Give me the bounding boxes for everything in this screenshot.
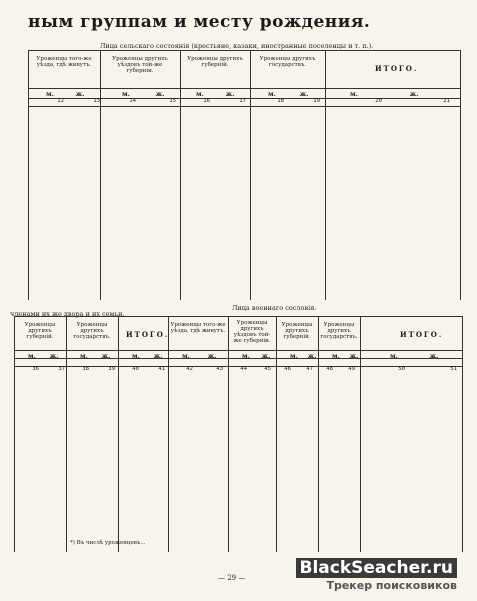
column-number: 42	[186, 366, 193, 372]
sex-label: ж.	[299, 90, 309, 98]
sex-label: ж.	[155, 90, 165, 98]
sex-label: м.	[268, 90, 276, 98]
watermark-logo	[296, 558, 458, 592]
footnote: *) Въ числѣ уроженцевъ...	[70, 540, 146, 546]
group-heading-rural: Лица сельскаго состоянія (крестьяне, казаки, иностранные поселенцы и т. п.).	[100, 42, 374, 50]
page-title: ным группам и месту рождения.	[28, 12, 371, 32]
column-number: 50	[398, 366, 405, 372]
col-header-total: ИТОГО.	[375, 64, 419, 73]
column-number-row	[15, 366, 457, 374]
sex-label: м.	[350, 90, 358, 98]
col-header: Уроженцы того-же уѣзда, гдѣ живутъ.	[36, 56, 92, 68]
col-header: Уроженцы того-же уѣзда, гдѣ живутъ.	[170, 322, 226, 334]
sex-label: ж.	[429, 352, 439, 360]
sex-label: ж.	[225, 90, 235, 98]
column-number: 20	[375, 98, 382, 104]
column-number: 19	[313, 98, 320, 104]
column-number: 12	[57, 98, 64, 104]
column-number: 37	[58, 366, 65, 372]
column-number: 21	[443, 98, 450, 104]
column-number: 36	[32, 366, 39, 372]
column-number: 38	[82, 366, 89, 372]
column-number: 48	[326, 366, 333, 372]
column-number: 40	[132, 366, 139, 372]
sex-label: ж.	[153, 352, 163, 360]
column-number: 15	[169, 98, 176, 104]
column-number-row	[30, 98, 450, 106]
sex-label: м.	[196, 90, 204, 98]
col-header: Уроженцы другихъ губерній.	[187, 56, 243, 68]
column-number: 49	[348, 366, 355, 372]
col-header: Уроженцы другихъ государствъ.	[73, 322, 111, 340]
sex-label: ж.	[349, 352, 359, 360]
sex-label: ж.	[409, 90, 419, 98]
rule	[28, 88, 460, 89]
sex-label: м.	[80, 352, 88, 360]
col-header: Уроженцы другихъ уѣздовъ той-же губерніи.	[233, 320, 271, 344]
col-header-total: ИТОГО.	[400, 330, 444, 339]
sex-label: м.	[290, 352, 298, 360]
col-header: Уроженцы другихъ государствъ.	[259, 56, 316, 68]
group-heading-family: членами их же двора и их семьи.	[10, 310, 125, 318]
watermark-line1: BlackSeacher.ru	[296, 558, 458, 578]
sex-label: м.	[242, 352, 250, 360]
sex-label: м.	[46, 90, 54, 98]
column-number: 16	[203, 98, 210, 104]
column-number: 44	[240, 366, 247, 372]
sex-label: ж.	[101, 352, 111, 360]
sex-label: ж.	[207, 352, 217, 360]
group-heading-military: Лица военнаго сословія.	[232, 304, 317, 312]
col-header: Уроженцы другихъ государствъ.	[320, 322, 358, 340]
sex-label: ж.	[75, 90, 85, 98]
sex-label: м.	[332, 352, 340, 360]
column-number: 47	[306, 366, 313, 372]
col-header-total: ИТОГО.	[126, 330, 170, 339]
column-number: 39	[108, 366, 115, 372]
column-number: 41	[158, 366, 165, 372]
sex-label: м.	[132, 352, 140, 360]
column-number: 18	[277, 98, 284, 104]
sex-label: ж.	[261, 352, 271, 360]
col-header: Уроженцы другихъ губерній.	[24, 322, 56, 340]
column-number: 51	[450, 366, 457, 372]
sex-label: м.	[122, 90, 130, 98]
watermark-line2: Трекер поисковиков	[326, 579, 457, 592]
col-header: Уроженцы другихъ губерній.	[281, 322, 313, 340]
column-number: 46	[284, 366, 291, 372]
sex-label: ж.	[307, 352, 317, 360]
sex-label: м.	[28, 352, 36, 360]
column-number: 43	[216, 366, 223, 372]
rule	[28, 106, 460, 107]
bottom-table-body	[15, 366, 457, 374]
rule	[28, 50, 460, 51]
sex-label: м.	[182, 352, 190, 360]
sex-label: ж.	[49, 352, 59, 360]
col-header: Уроженцы другихъ уѣздовъ той-же губерніи.	[112, 56, 168, 74]
column-number: 45	[264, 366, 271, 372]
sex-label: м.	[390, 352, 398, 360]
column-number: 13	[93, 98, 100, 104]
column-number: 17	[239, 98, 246, 104]
column-number: 14	[129, 98, 136, 104]
page-number: — 29 —	[218, 574, 246, 582]
top-table-body	[30, 98, 450, 106]
